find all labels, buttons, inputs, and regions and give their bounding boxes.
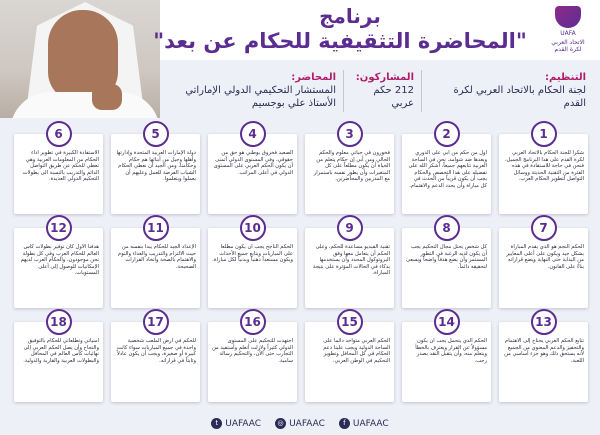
point-card-15 (305, 315, 394, 402)
point-text: الحكم العربي متواجد دائماً على الساحة الدولية ويجب علينا دعم الحكام في كل المحافل وتطوير التحكيم في الوطن العربي. (323, 338, 390, 364)
point-card-10 (208, 221, 297, 308)
point-number: 5 (143, 121, 169, 147)
point-number: 8 (434, 215, 460, 241)
point-card-4 (208, 127, 297, 214)
footer-social (0, 412, 600, 435)
photo-body (10, 92, 160, 118)
point-card-18 (14, 315, 103, 402)
point-number: 13 (531, 309, 557, 335)
organizer-label: التنظيم: (544, 71, 586, 83)
point-text: الحكم الناجح يجب أن يكون مطلعاً على المباريات ويتابع جميع الأحداث ويكون مستعداً ذهنياً وبدنياً لكل مباراة. (212, 244, 293, 264)
point-number: 9 (337, 215, 363, 241)
organizer-value: لجنة الحكام بالاتحاد العربي لكرة القدم (453, 84, 586, 109)
point-card-6 (14, 127, 103, 214)
point-text: الحكم النجم هو الذي يقدم المباراة بشكل جيد ويكون على أعلى المعايير من البداية حتى النهاية ويضع قراراته بناءً على القانون. (506, 244, 584, 270)
info-organizer (422, 66, 594, 114)
point-text: فخورون في حياتي معلوم والحكم الحالي ومن أبي إن حكام يتعلم من الحياة أن يكون مطلعاً على كل المتغيرات وأن يطور نفسه باستمرار مع المدربين والمحاضرين. (313, 150, 390, 183)
social-handle: UAFAAC (225, 418, 262, 429)
point-number: 7 (531, 215, 557, 241)
point-text: الإعداد الجيد للحكام يبدأ بنفسه من حيث الالتزام والتدريب والغذاء والنوم والاهتمام بالصحة واتخاذ القرارات الصحيحة. (118, 244, 196, 270)
point-text: أول من حكم من أبي على الدوري وبعدها ضد شوامد، نحن في الساحة العربية نتابعهم جميعاً، أشكر الله على تفضيله على هذا التخصص والحكام يجب أن يكون قريباً من الحدث في كل مباراة وأن يحدد الدعم والاهتمام. (408, 150, 487, 189)
point-text: اجتهدت للتحكيم على المستوى الدولي كثيراً ولازلت أتعلم وأستفيد من التجارب حتى الآن، والتحكيم رسالة سامية. (212, 338, 293, 364)
point-text: الصعيد فخروق بوطني هو حق من حقوقي، وفي المستوى الدولي أتمنى أن يكون الحكم العربي على المستوى الدولي في أعلى المراتب. (213, 150, 293, 176)
point-card-3 (305, 127, 394, 214)
point-number: 3 (337, 121, 363, 147)
participants-value: 212 حكم عربي (373, 84, 414, 109)
point-number: 4 (240, 121, 266, 147)
social-handle: UAFAAC (289, 418, 325, 429)
social-facebook[interactable] (339, 418, 389, 429)
point-card-7 (499, 221, 588, 308)
point-number: 14 (434, 309, 460, 335)
point-card-17 (111, 315, 200, 402)
point-card-5 (111, 127, 200, 214)
lecturer-photo (0, 0, 160, 118)
social-instagram[interactable] (275, 418, 325, 429)
point-number: 16 (240, 309, 266, 335)
point-number: 15 (337, 309, 363, 335)
instagram-icon: ◎ (275, 418, 286, 429)
point-text: الاستفادة الكبيرة في تطوير أداء الحكام من المعلومات العربية وهي تعطي للحكم عن طريق التواصل الدائم والتدريب بالنسبة الى بطولات التحكيم الدولي العديدة. (22, 150, 99, 183)
uafa-logo-text: UAFA (560, 30, 576, 37)
social-handle: UAFAAC (352, 418, 389, 429)
point-card-12 (14, 221, 103, 308)
point-card-11 (111, 221, 200, 308)
page-title-line1: برنامج (319, 4, 381, 28)
point-card-1 (499, 127, 588, 214)
point-text: أمنياتي وتطلعاتي للحكام بالتوفيق والنجاح وأن يصل الحكم العربي إلى نهائيات كأس العالم في المحافل والبطولات العربية والقارية والدولية. (23, 338, 99, 364)
point-text: تقنية الفيديو مساعدة للحكم، وعلى الحكم أن يتعامل معها وفق البروتوكول المحدد وأن يستخدمها بذكاء في الحالات المؤثرة على نتيجة المباراة. (312, 244, 390, 277)
participants-label: المشاركون: (355, 71, 414, 83)
point-number: 11 (143, 215, 169, 241)
social-twitter[interactable] (211, 418, 261, 429)
uafa-logo-subtitle: الاتحاد العربي لكرة القدم (551, 39, 585, 53)
photo-hand (92, 84, 122, 110)
point-card-8 (402, 221, 491, 308)
point-number: 1 (531, 121, 557, 147)
point-text: نتابع الحكم العربي يحتاج إلى الاهتمام والتحفيز والدعم المعنوي من الجميع لأنه يستحق ذلك وهو جزء أساسي من اللعبة. (504, 338, 584, 364)
point-number: 18 (46, 309, 72, 335)
point-card-9 (305, 221, 394, 308)
uafa-logo-icon (555, 6, 581, 28)
point-card-16 (208, 315, 297, 402)
twitter-icon: t (211, 418, 222, 429)
point-number: 2 (434, 121, 460, 147)
uafa-logo (548, 6, 588, 58)
point-card-14 (402, 315, 491, 402)
info-lecturer (166, 66, 344, 114)
point-text: هدفنا الأول كان توفير بطولات كأس العالم للحكام العرب وفي كل بطولة نحن موجودون، والحكام العرب لديهم الإمكانيات للوصول إلى أعلى المستويات. (20, 244, 99, 277)
facebook-icon: f (339, 418, 350, 429)
point-text: للحكم في أرض الملعب شخصية واحدة في جميع المباريات سواء كانت كبيرة أو صغيرة، ويجب أن يكون عادلاً وثابتاً في قراراته. (116, 338, 196, 364)
point-number: 6 (46, 121, 72, 147)
point-text: دولة الإمارات العربية المتحدة وإدارتها وأهلها وجيل من أبنائها هم حكام وحكامنا، ومن الجيد أن نعطي الحكام الشباب الفرصة للعمل وعليهم أن يعملوا ويتعلموا. (116, 150, 196, 183)
point-text: شكراً للجنة الحكام بالاتحاد العربي لكرة القدم على هذا البرنامج الجميل، فنحن في حاجة للاستفادة في هذه الفترة من التقنية الحديثة ووسائل التواصل لتطوير الحكام العرب. (504, 150, 584, 183)
point-text: الحكم الذي يتحمل يجب أن يكون مسؤولاً عن القرار ويعترف بالخطأ ويتعلم منه، وأن يتقبل النقد بصدر رحب. (415, 338, 487, 364)
page-title-line2: "المحاضرة التثقيفية للحكام عن بعد" (153, 29, 527, 53)
lecturer-label: المحاضر: (291, 71, 336, 83)
point-card-2 (402, 127, 491, 214)
point-card-13 (499, 315, 588, 402)
point-text: كل شخص يحتل مجال التحكيم يجب أن يكون لديه الرغبة في التطور المستمر وأن يضع هدفاً واضحاً ويسعى لتحقيقه دائماً. (406, 244, 487, 270)
info-participants (344, 66, 422, 114)
point-number: 17 (143, 309, 169, 335)
lecturer-value: المستشار التحكيمي الدولي الإماراتي الأستاذ علي بوجسيم (185, 84, 336, 109)
point-number: 12 (46, 215, 72, 241)
point-number: 10 (240, 215, 266, 241)
